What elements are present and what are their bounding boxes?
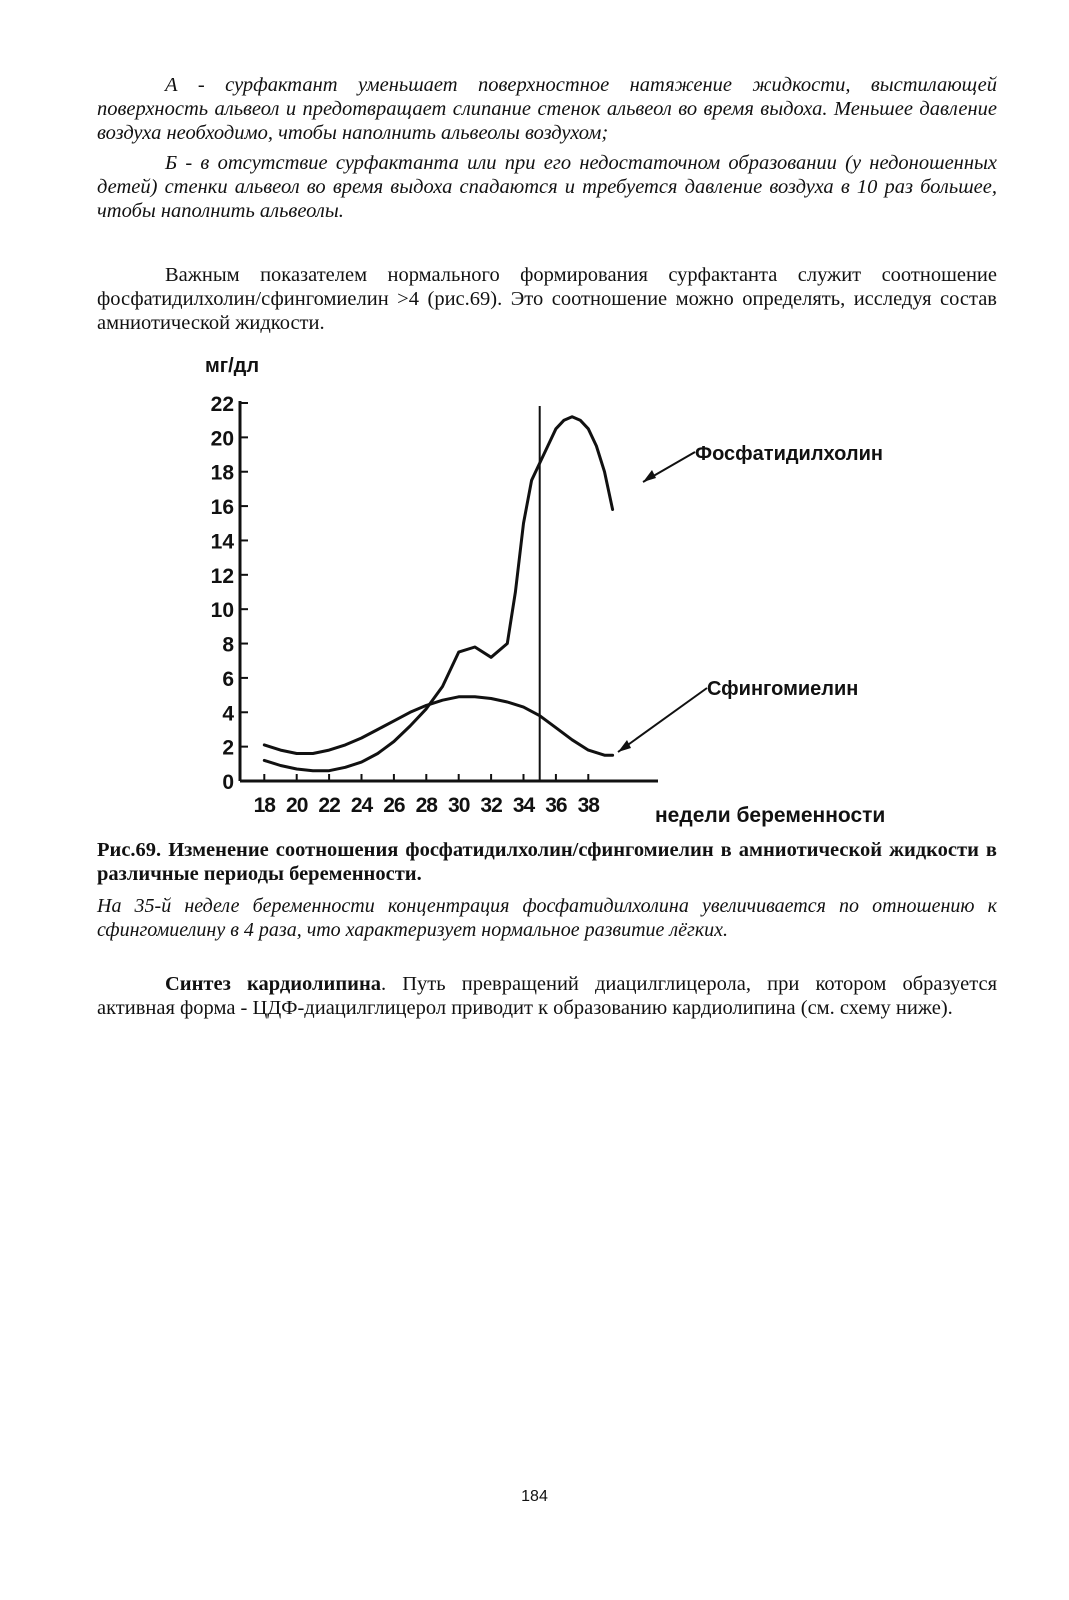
y-tick-label: 12 <box>210 564 234 588</box>
section-heading-cardiolipin: Синтез кардиолипина <box>165 973 381 995</box>
chart-labels <box>205 355 885 827</box>
paragraph-b: Б - в отсутствие сурфактанта или при его недостаточном образовании (у недоношенных детей) стенки альвеол во время выдоха спадаются и требуется давление воздуха в 10 раз большее, чтобы наполнить альвеолы. <box>97 152 997 222</box>
x-tick-label: 22 <box>318 794 340 817</box>
figure-caption-note: На 35-й неделе беременности концентрация фосфатидилхолина увеличивается по отношению к сфингомиелину в 4 раза, что характеризует нормальное развитие лёгких. <box>97 895 997 941</box>
paragraph-ratio: Важным показателем нормального формирования сурфактанта служит соотношение фосфатидилхолин/сфингомиелин >4 (рис.69). Это соотношение можно определять, исследуя состав амниотической жидкости. <box>97 264 997 334</box>
x-tick-label: 34 <box>512 794 535 817</box>
series-line-sphingomyelin <box>264 697 612 755</box>
series-line-phosphatidylcholine <box>264 417 612 771</box>
x-tick-label: 18 <box>253 794 275 817</box>
paragraph-a: А - сурфактант уменьшает поверхностное натяжение жидкости, выстилающей поверхность альвеол и предотвращает слипание стенок альвеол во время выдоха. Меньшее давление воздуха необходимо, чтобы наполнить альвеолы воздухом; <box>97 74 997 144</box>
y-tick-label: 6 <box>222 667 234 691</box>
y-tick-label: 14 <box>210 530 234 554</box>
chart-axes <box>240 401 658 781</box>
paragraph-cardiolipin <box>97 972 997 1020</box>
x-tick-label: 28 <box>415 794 437 817</box>
y-tick-label: 10 <box>210 599 234 623</box>
paragraph-cardiolipin-text: . Путь превращений диацилглицерола, при котором образуется активная форма - ЦДФ-диацилглицерол приводит к образованию кардиолипина (см. схему ниже). <box>97 973 997 1019</box>
y-tick-label: 22 <box>210 393 234 416</box>
y-tick-label: 4 <box>222 702 234 726</box>
series-pointer-arrowhead <box>643 470 656 482</box>
y-tick-label: 0 <box>222 771 234 794</box>
x-axis-label: недели беременности <box>655 804 886 827</box>
x-tick-label: 38 <box>577 794 599 817</box>
chart-series <box>264 406 612 781</box>
series-label-phosphatidylcholine: Фосфатидилхолин <box>695 443 883 465</box>
x-tick-label: 24 <box>350 794 373 817</box>
series-pointer-sphingomyelin <box>618 688 707 752</box>
chart-figure <box>0 340 1069 840</box>
y-tick-label: 16 <box>210 496 234 520</box>
x-tick-label: 26 <box>383 794 405 817</box>
x-tick-label: 36 <box>545 794 567 817</box>
y-tick-label: 18 <box>210 461 234 485</box>
x-tick-label: 20 <box>286 794 308 817</box>
figure-caption-title: Рис.69. Изменение соотношения фосфатидилхолин/сфингомиелин в амниотической жидкости в различные периоды беременности. <box>97 839 997 885</box>
y-tick-label: 20 <box>210 427 234 451</box>
y-tick-label: 8 <box>222 633 234 657</box>
series-label-sphingomyelin: Сфингомиелин <box>707 678 859 700</box>
page-number: 184 <box>521 1488 548 1505</box>
x-tick-label: 32 <box>480 794 502 817</box>
y-axis-label: мг/дл <box>205 355 260 377</box>
x-tick-label: 30 <box>448 794 470 817</box>
series-pointer-arrowhead <box>618 740 631 752</box>
y-tick-label: 2 <box>222 736 234 760</box>
